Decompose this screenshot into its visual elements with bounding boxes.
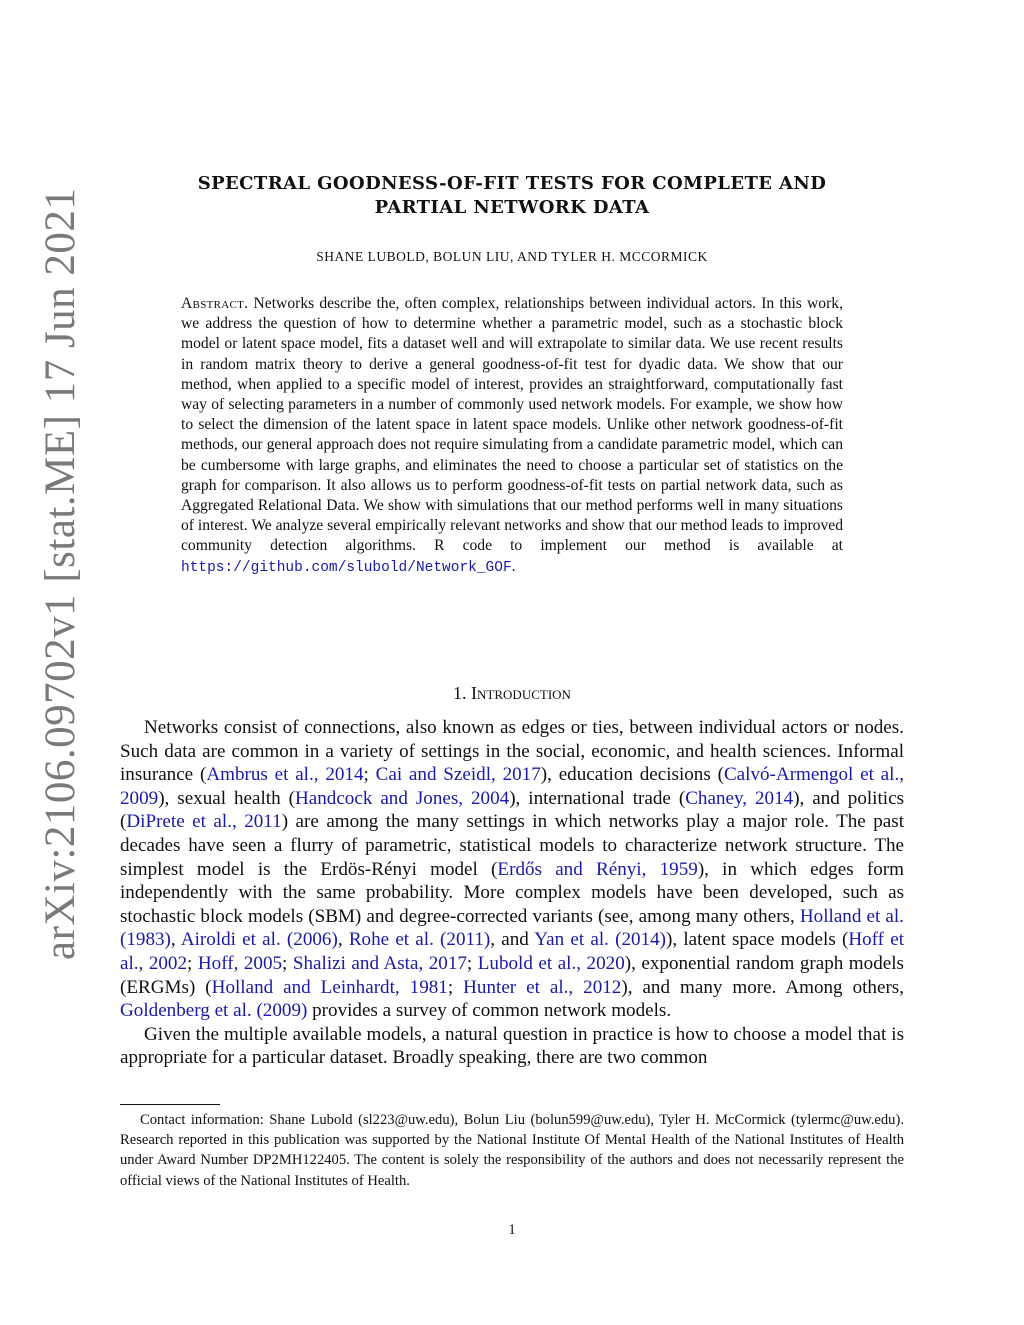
code-repository-link[interactable]: https://github.com/slubold/Network_GOF xyxy=(181,559,512,576)
citation-link[interactable]: Hunter et al., 2012 xyxy=(463,976,622,998)
citation-link[interactable]: Hoff et al., 2002 xyxy=(120,929,905,974)
footnote-text: Contact information: Shane Lubold (sl223@uw.edu), Bolun Liu (bolun599@uw.edu), Tyler H. McCormick (tylermc@uw.edu). Research reported in this publication was supported by the National Institute Of Mental Health of the National Institutes of Health under Award Number DP2MH122405. The content is solely the responsibility of the authors and does not necessarily represent the official views of the National Institutes of Health. xyxy=(120,1112,904,1189)
page-number: 1 xyxy=(508,1222,516,1238)
text-run: provides a survey of common network models. xyxy=(307,1000,672,1022)
text-run: Networks consist of connections, also known as edges or ties, between individual actors or nodes. Such data are common in a variety of settings in the social, economic, and health sciences. Informal insurance ( xyxy=(120,717,904,786)
citation-link[interactable]: Hoff, 2005 xyxy=(197,952,283,974)
citation-link[interactable]: Holland et al. (1983) xyxy=(120,905,904,951)
text-run: ), and politics ( xyxy=(120,787,905,833)
citation-link[interactable]: Airoldi et al. (2006) xyxy=(180,929,338,951)
citation-link[interactable]: Rohe et al. (2011) xyxy=(348,929,491,951)
text-run: ), exponential random graph models (ERGMs) ( xyxy=(120,952,904,998)
section-number: 1. xyxy=(453,683,467,703)
citation-link[interactable]: Calvó-Armengol et al., 2009 xyxy=(120,764,905,809)
citation-link[interactable]: Chaney, 2014 xyxy=(685,787,794,809)
title-line-1: SPECTRAL GOODNESS-OF-FIT TESTS FOR COMPLETE AND xyxy=(197,173,827,194)
citation-link[interactable]: Handcock and Jones, 2004 xyxy=(294,787,510,809)
section-title: Introduction xyxy=(471,683,571,703)
text-run: ) are among the many settings in which networks play a major role. The past decades have seen a flurry of parametric, statistical models to characterize network structure. The simplest model is the Erdös-Rényi model ( xyxy=(120,811,904,880)
citation-link[interactable]: Cai and Szeidl, 2017 xyxy=(375,764,541,786)
introduction-body xyxy=(120,716,904,1070)
text-run: ), in which edges form independently with the same probability. More complex models have been developed, such as stochastic block models (SBM) and degree-corrected variants (see, among many others, xyxy=(120,858,904,927)
abstract-text: Networks describe the, often complex, relationships between individual actors. In this work, we address the question of how to determine whether a parametric model, such as a stochastic block model or latent space model, fits a dataset well and will extrapolate to similar data. We use recent results in random matrix theory to derive a general goodness-of-fit test for dyadic data. We show that our method, when applied to a specific model of interest, provides an straightforward, computationally fast way of selecting parameters in a number of commonly used network models. For example, we show how to select the dimension of the latent space in latent space models. Unlike other network goodness-of-fit methods, our general approach does not require simulating from a candidate parametric model, which can be cumbersome with large graphs, and eliminates the need to choose a particular set of statistics on the graph for comparison. It also allows us to perform goodness-of-fit tests on partial network data, such as Aggregated Relational Data. We show with simulations that our method performs well in many situations of interest. We analyze several empirically relevant networks and show that our method leads to improved community detection algorithms. R code to implement our method is available at xyxy=(181,295,843,555)
citation-link[interactable]: Lubold et al., 2020 xyxy=(477,952,625,974)
section-heading-introduction xyxy=(120,683,904,704)
citation-link[interactable]: DiPrete et al., 2011 xyxy=(126,811,282,833)
citation-link[interactable]: Goldenberg et al. (2009) xyxy=(120,1000,308,1022)
author-list: SHANE LUBOLD, BOLUN LIU, AND TYLER H. MCCORMICK xyxy=(316,249,708,264)
citation-link[interactable]: Ambrus et al., 2014 xyxy=(206,764,364,786)
text-run: ; xyxy=(466,952,478,974)
abstract xyxy=(181,294,843,578)
text-run: ; xyxy=(187,952,198,974)
text-run: ; xyxy=(363,764,376,786)
abstract-label: Abstract. xyxy=(181,295,249,312)
citation-link[interactable]: Yan et al. (2014) xyxy=(534,929,667,951)
text-run: ; xyxy=(447,976,464,998)
citation-link[interactable]: Erdős and Rényi, 1959 xyxy=(497,858,698,880)
text-run: , and xyxy=(490,929,535,951)
text-run: ), and many more. Among others, xyxy=(621,976,905,998)
text-run: , xyxy=(170,929,181,951)
text-run: , xyxy=(337,929,349,951)
footnote-divider xyxy=(120,1104,220,1105)
text-run: ), latent space models ( xyxy=(666,929,849,951)
citation-link[interactable]: Holland and Leinhardt, 1981 xyxy=(211,976,448,998)
paper-title xyxy=(120,172,904,220)
citation-link[interactable]: Shalizi and Asta, 2017 xyxy=(292,952,467,974)
paragraph-1 xyxy=(120,716,904,1023)
text-run: ), education decisions ( xyxy=(540,764,724,786)
arxiv-identifier-stamp: arXiv:2106.09702v1 [stat.ME] 17 Jun 2021 xyxy=(37,187,84,960)
text-run: ), international trade ( xyxy=(509,787,686,809)
text-run: ; xyxy=(282,952,293,974)
title-line-2: PARTIAL NETWORK DATA xyxy=(374,197,650,218)
footnote xyxy=(120,1110,904,1191)
text-run: ), sexual health ( xyxy=(158,787,295,809)
paragraph-2: Given the multiple available models, a natural question in practice is how to choose a model that is appropriate for a particular dataset. Broadly speaking, there are two common xyxy=(120,1023,904,1069)
abstract-end: . xyxy=(511,557,516,575)
